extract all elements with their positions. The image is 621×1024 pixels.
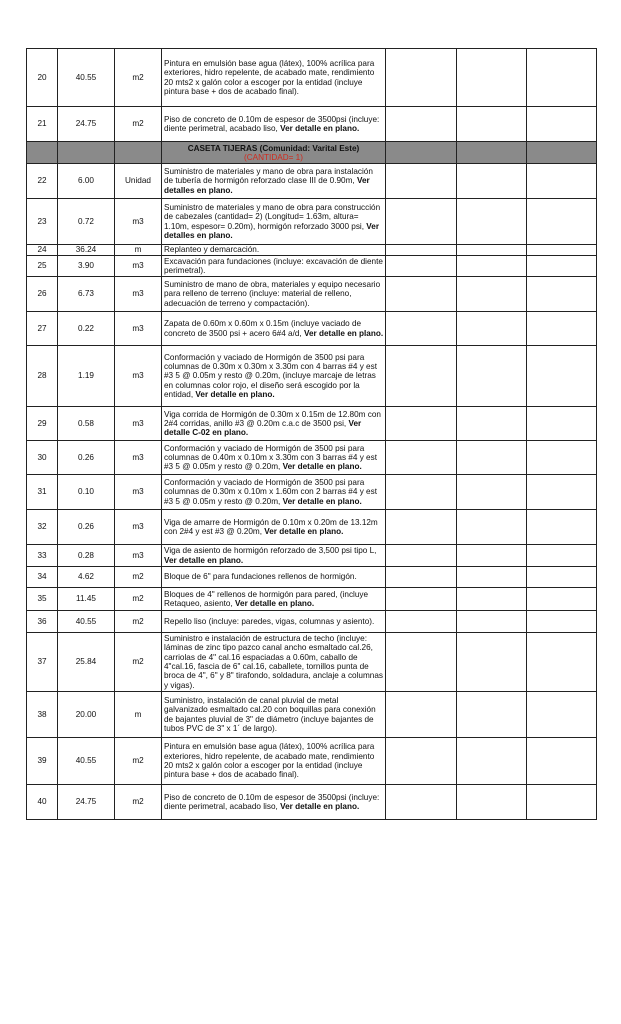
- empty-cell: [457, 510, 527, 545]
- empty-cell: [457, 346, 527, 407]
- item-number: 32: [27, 510, 58, 545]
- empty-cell: [527, 164, 597, 199]
- description-text: Piso de concreto de 0.10m de espesor de 3500psi (incluye: diente perimetral, acabado liso,: [164, 792, 380, 811]
- item-number: 35: [27, 588, 58, 611]
- table-row: [27, 312, 597, 346]
- description-text: Piso de concreto de 0.10m de espesor de 3500psi (incluye: diente perimetral, acabado liso,: [164, 114, 380, 133]
- table-row: [27, 633, 597, 692]
- description-text: Suministro de materiales y mano de obra para construcción de cabezales (cantidad= 2) (Longitud= 1.63m, altura= 1.10m, espesor= 0.20m), hormigón reforzado 3000 psi,: [164, 202, 381, 231]
- section-quantity: (CANTIDAD= 1): [244, 152, 303, 162]
- empty-cell: [527, 107, 597, 142]
- description-text: Viga de amarre de Hormigón de 0.10m x 0.20m de 13.12m con 2#4 y est #3 @ 0.20m,: [164, 517, 378, 536]
- empty-cell: [386, 312, 457, 346]
- empty-cell: [457, 312, 527, 346]
- section-header-row: [27, 142, 597, 164]
- description: [162, 441, 386, 475]
- empty-cell: [527, 611, 597, 633]
- table-row: [27, 738, 597, 785]
- item-number: 21: [27, 107, 58, 142]
- empty-cell: [527, 785, 597, 820]
- description: [162, 475, 386, 510]
- unit: m: [115, 692, 162, 738]
- empty-cell: [457, 256, 527, 277]
- quantity: 24.75: [58, 107, 115, 142]
- empty-cell: [527, 510, 597, 545]
- unit: m3: [115, 475, 162, 510]
- empty-cell: [386, 49, 457, 107]
- empty-cell: [386, 738, 457, 785]
- empty-cell: [386, 245, 457, 256]
- description-text: Suministro, instalación de canal pluvial de metal galvanizado esmaltado cal.20 con boquillas para conexión de bajantes pluvial de 3" de diámetro (incluye bajantes de tubos PVC de 3" x 1´ de largo).: [164, 695, 376, 733]
- table-row: [27, 588, 597, 611]
- table-row: [27, 164, 597, 199]
- quantity: 36.24: [58, 245, 115, 256]
- quantity: 0.10: [58, 475, 115, 510]
- empty-cell: [527, 312, 597, 346]
- empty-cell: [527, 692, 597, 738]
- quantity: 0.28: [58, 545, 115, 567]
- item-number: 29: [27, 407, 58, 441]
- item-number: 36: [27, 611, 58, 633]
- empty-cell: [386, 545, 457, 567]
- empty-cell: [457, 107, 527, 142]
- empty-cell: [457, 164, 527, 199]
- empty-cell: [386, 346, 457, 407]
- empty-cell: [386, 164, 457, 199]
- description-text: Viga de asiento de hormigón reforzado de 3,500 psi tipo L,: [164, 546, 377, 556]
- description-text: Viga corrida de Hormigón de 0.30m x 0.15m de 12.80m con 2#4 corridas, anillo #3 @ 0.20m c.a.c de 3500 psi,: [164, 409, 381, 428]
- quantity: 0.72: [58, 199, 115, 245]
- empty-cell: [386, 475, 457, 510]
- item-number: 27: [27, 312, 58, 346]
- empty-cell: [386, 107, 457, 142]
- empty-cell: [527, 49, 597, 107]
- item-number: 39: [27, 738, 58, 785]
- item-number: 34: [27, 567, 58, 588]
- quantity: 0.26: [58, 441, 115, 475]
- description-text: Pintura en emulsión base agua (látex), 100% acrílica para exteriores, hidro repelente, de acabado mate, rendimiento 20 mts2 x galón color a escoger por la entidad (incluye pintura base + dos de acabado final).: [164, 58, 375, 96]
- empty-cell: [386, 407, 457, 441]
- empty-cell: [386, 588, 457, 611]
- item-number: 38: [27, 692, 58, 738]
- empty-cell: [386, 441, 457, 475]
- description: [162, 107, 386, 142]
- description: [162, 611, 386, 633]
- empty-cell: [457, 692, 527, 738]
- unit: m3: [115, 510, 162, 545]
- quantity: 1.19: [58, 346, 115, 407]
- quantity: 11.45: [58, 588, 115, 611]
- plan-reference: Ver detalle en plano.: [280, 802, 360, 811]
- quantity: 20.00: [58, 692, 115, 738]
- description-text: Replanteo y demarcación.: [164, 245, 260, 255]
- table-row: [27, 346, 597, 407]
- quantity: 6.00: [58, 164, 115, 199]
- empty-cell: [386, 510, 457, 545]
- section-empty-cell: [386, 142, 457, 164]
- plan-reference: Ver detalle en plano.: [282, 496, 362, 506]
- description: [162, 738, 386, 785]
- empty-cell: [527, 475, 597, 510]
- table-row: [27, 611, 597, 633]
- quantity: 40.55: [58, 611, 115, 633]
- empty-cell: [457, 633, 527, 692]
- item-number: 40: [27, 785, 58, 820]
- plan-reference: Ver detalle en plano.: [164, 555, 244, 565]
- item-number: 24: [27, 245, 58, 256]
- quantity: 3.90: [58, 256, 115, 277]
- quantity: 40.55: [58, 738, 115, 785]
- table-row: [27, 475, 597, 510]
- table-row: [27, 441, 597, 475]
- description: [162, 785, 386, 820]
- empty-cell: [527, 346, 597, 407]
- unit: m3: [115, 312, 162, 346]
- description: [162, 49, 386, 107]
- description: [162, 245, 386, 256]
- item-number: 26: [27, 277, 58, 312]
- description: [162, 407, 386, 441]
- empty-cell: [457, 567, 527, 588]
- plan-reference: Ver detalle en plano.: [282, 462, 362, 472]
- unit: m3: [115, 545, 162, 567]
- unit: Unidad: [115, 164, 162, 199]
- section-title: CASETA TIJERAS (Comunidad: Varital Este): [187, 143, 360, 153]
- empty-cell: [457, 785, 527, 820]
- description-text: Zapata de 0.60m x 0.60m x 0.15m (incluye vaciado de concreto de 3500 psi + acero 6#4 a/d,: [164, 319, 362, 338]
- item-number: 31: [27, 475, 58, 510]
- quantity: 4.62: [58, 567, 115, 588]
- quantity: 6.73: [58, 277, 115, 312]
- empty-cell: [457, 199, 527, 245]
- description: [162, 692, 386, 738]
- empty-cell: [457, 475, 527, 510]
- empty-cell: [386, 199, 457, 245]
- item-number: 28: [27, 346, 58, 407]
- table-row: [27, 567, 597, 588]
- section-empty-cell: [457, 142, 527, 164]
- empty-cell: [386, 785, 457, 820]
- plan-reference: Ver detalles en plano.: [164, 176, 370, 195]
- unit: m: [115, 245, 162, 256]
- empty-cell: [527, 199, 597, 245]
- table-row: [27, 107, 597, 142]
- empty-cell: [457, 245, 527, 256]
- unit: m3: [115, 407, 162, 441]
- empty-cell: [527, 441, 597, 475]
- empty-cell: [386, 256, 457, 277]
- unit: m3: [115, 277, 162, 312]
- unit: m3: [115, 441, 162, 475]
- description: [162, 510, 386, 545]
- item-number: 30: [27, 441, 58, 475]
- unit: m3: [115, 256, 162, 277]
- description-text: Suministro de mano de obra, materiales y equipo necesario para relleno de terreno (incluye: material de relleno, adecuación de terreno y compactación).: [164, 280, 381, 308]
- empty-cell: [527, 588, 597, 611]
- empty-cell: [457, 49, 527, 107]
- plan-reference: Ver detalle C-02 en plano.: [164, 418, 362, 438]
- empty-cell: [527, 633, 597, 692]
- quantities-table: [26, 48, 597, 820]
- unit: m2: [115, 785, 162, 820]
- table-row: [27, 256, 597, 277]
- empty-cell: [386, 611, 457, 633]
- empty-cell: [386, 633, 457, 692]
- description-text: Bloques de 4" rellenos de hormigón para pared, (incluye Retaqueo, asiento,: [164, 589, 369, 608]
- item-number: 20: [27, 49, 58, 107]
- unit: m3: [115, 199, 162, 245]
- description: [162, 312, 386, 346]
- table-row: [27, 245, 597, 256]
- quantity: 0.22: [58, 312, 115, 346]
- unit: m2: [115, 738, 162, 785]
- empty-cell: [386, 692, 457, 738]
- description: [162, 346, 386, 407]
- table-row: [27, 692, 597, 738]
- description-text: Excavación para fundaciones (incluye: excavación de diente perimetral).: [164, 256, 383, 275]
- unit: m2: [115, 567, 162, 588]
- section-empty-cell: [115, 142, 162, 164]
- empty-cell: [457, 611, 527, 633]
- empty-cell: [457, 441, 527, 475]
- item-number: 33: [27, 545, 58, 567]
- section-empty-cell: [27, 142, 58, 164]
- quantity: 24.75: [58, 785, 115, 820]
- empty-cell: [457, 545, 527, 567]
- description-text: Suministro de materiales y mano de obra para instalación de tubería de hormigón reforzado clase III de 0.90m,: [164, 167, 373, 186]
- plan-reference: Ver detalle en plano.: [235, 599, 315, 608]
- plan-reference: Ver detalle en plano.: [303, 328, 384, 338]
- empty-cell: [527, 407, 597, 441]
- description: [162, 588, 386, 611]
- empty-cell: [457, 588, 527, 611]
- description: [162, 545, 386, 567]
- plan-reference: Ver detalle en plano.: [195, 389, 275, 399]
- table-row: [27, 277, 597, 312]
- description-text: Conformación y vaciado de Hormigón de 3500 psi para columnas de 0.40m x 0.10m x 3.30m con 3 barras #4 y est #3 5 @ 0.05m y resto @ 0.20m,: [164, 443, 377, 472]
- quantity: 0.26: [58, 510, 115, 545]
- unit: m2: [115, 49, 162, 107]
- description: [162, 256, 386, 277]
- description: [162, 199, 386, 245]
- description: [162, 633, 386, 692]
- description: [162, 277, 386, 312]
- unit: m3: [115, 346, 162, 407]
- item-number: 25: [27, 256, 58, 277]
- unit: m2: [115, 588, 162, 611]
- plan-reference: Ver detalles en plano.: [164, 221, 380, 240]
- unit: m2: [115, 107, 162, 142]
- section-empty-cell: [58, 142, 115, 164]
- description-text: Suministro e instalación de estructura de techo (incluye: láminas de zinc tipo pazco canal ancho esmaltado cal.26, carriolas de 4" cal.16 espaciadas a 0.60m, caballo de 4"cal.16, fascia de 6" cal.16, caballete, tornillos punta de broca de 4", 6" y 8" tirafondo, soldadura, anclaje a columnas y vigas).: [164, 634, 383, 690]
- quantity: 25.84: [58, 633, 115, 692]
- section-empty-cell: [527, 142, 597, 164]
- description-text: Conformación y vaciado de Hormigón de 3500 psi para columnas de 0.30m x 0.30m x 3.30m con 4 barras #4 y est #3 5 @ 0.05m y resto @ 0.20m, (incluye marcaje de letras en columnas color rojo, el diseño será escogido por la entidad,: [164, 352, 377, 399]
- quantities-sheet: [26, 48, 596, 820]
- item-number: 22: [27, 164, 58, 199]
- item-number: 23: [27, 199, 58, 245]
- table-row: [27, 510, 597, 545]
- empty-cell: [457, 277, 527, 312]
- empty-cell: [457, 407, 527, 441]
- description-text: Conformación y vaciado de Hormigón de 3500 psi para columnas de 0.30m x 0.10m x 1.60m con 2 barras #4 y est #3 5 @ 0.05m y resto @ 0.20m,: [164, 478, 377, 506]
- plan-reference: Ver detalle en plano.: [264, 527, 344, 536]
- table-row: [27, 49, 597, 107]
- empty-cell: [527, 277, 597, 312]
- unit: m2: [115, 633, 162, 692]
- quantity: 0.58: [58, 407, 115, 441]
- unit: m2: [115, 611, 162, 633]
- description-text: Pintura en emulsión base agua (látex), 100% acrílica para exteriores, hidro repelente, de acabado mate, rendimiento 20 mts2 x galón color a escoger por la entidad (incluye pintura base + dos de acabado final).: [164, 742, 375, 780]
- empty-cell: [527, 738, 597, 785]
- empty-cell: [386, 567, 457, 588]
- empty-cell: [527, 567, 597, 588]
- item-number: 37: [27, 633, 58, 692]
- description: [162, 164, 386, 199]
- empty-cell: [527, 545, 597, 567]
- table-row: [27, 545, 597, 567]
- empty-cell: [527, 256, 597, 277]
- table-row: [27, 199, 597, 245]
- table-row: [27, 785, 597, 820]
- empty-cell: [527, 245, 597, 256]
- empty-cell: [457, 738, 527, 785]
- table-row: [27, 407, 597, 441]
- empty-cell: [386, 277, 457, 312]
- plan-reference: Ver detalle en plano.: [280, 124, 360, 133]
- section-title-cell: [162, 142, 386, 164]
- description-text: Repello liso (incluye: paredes, vigas, columnas y asiento).: [164, 616, 375, 626]
- description: [162, 567, 386, 588]
- quantity: 40.55: [58, 49, 115, 107]
- description-text: Bloque de 6" para fundaciones rellenos de hormigón.: [164, 572, 357, 582]
